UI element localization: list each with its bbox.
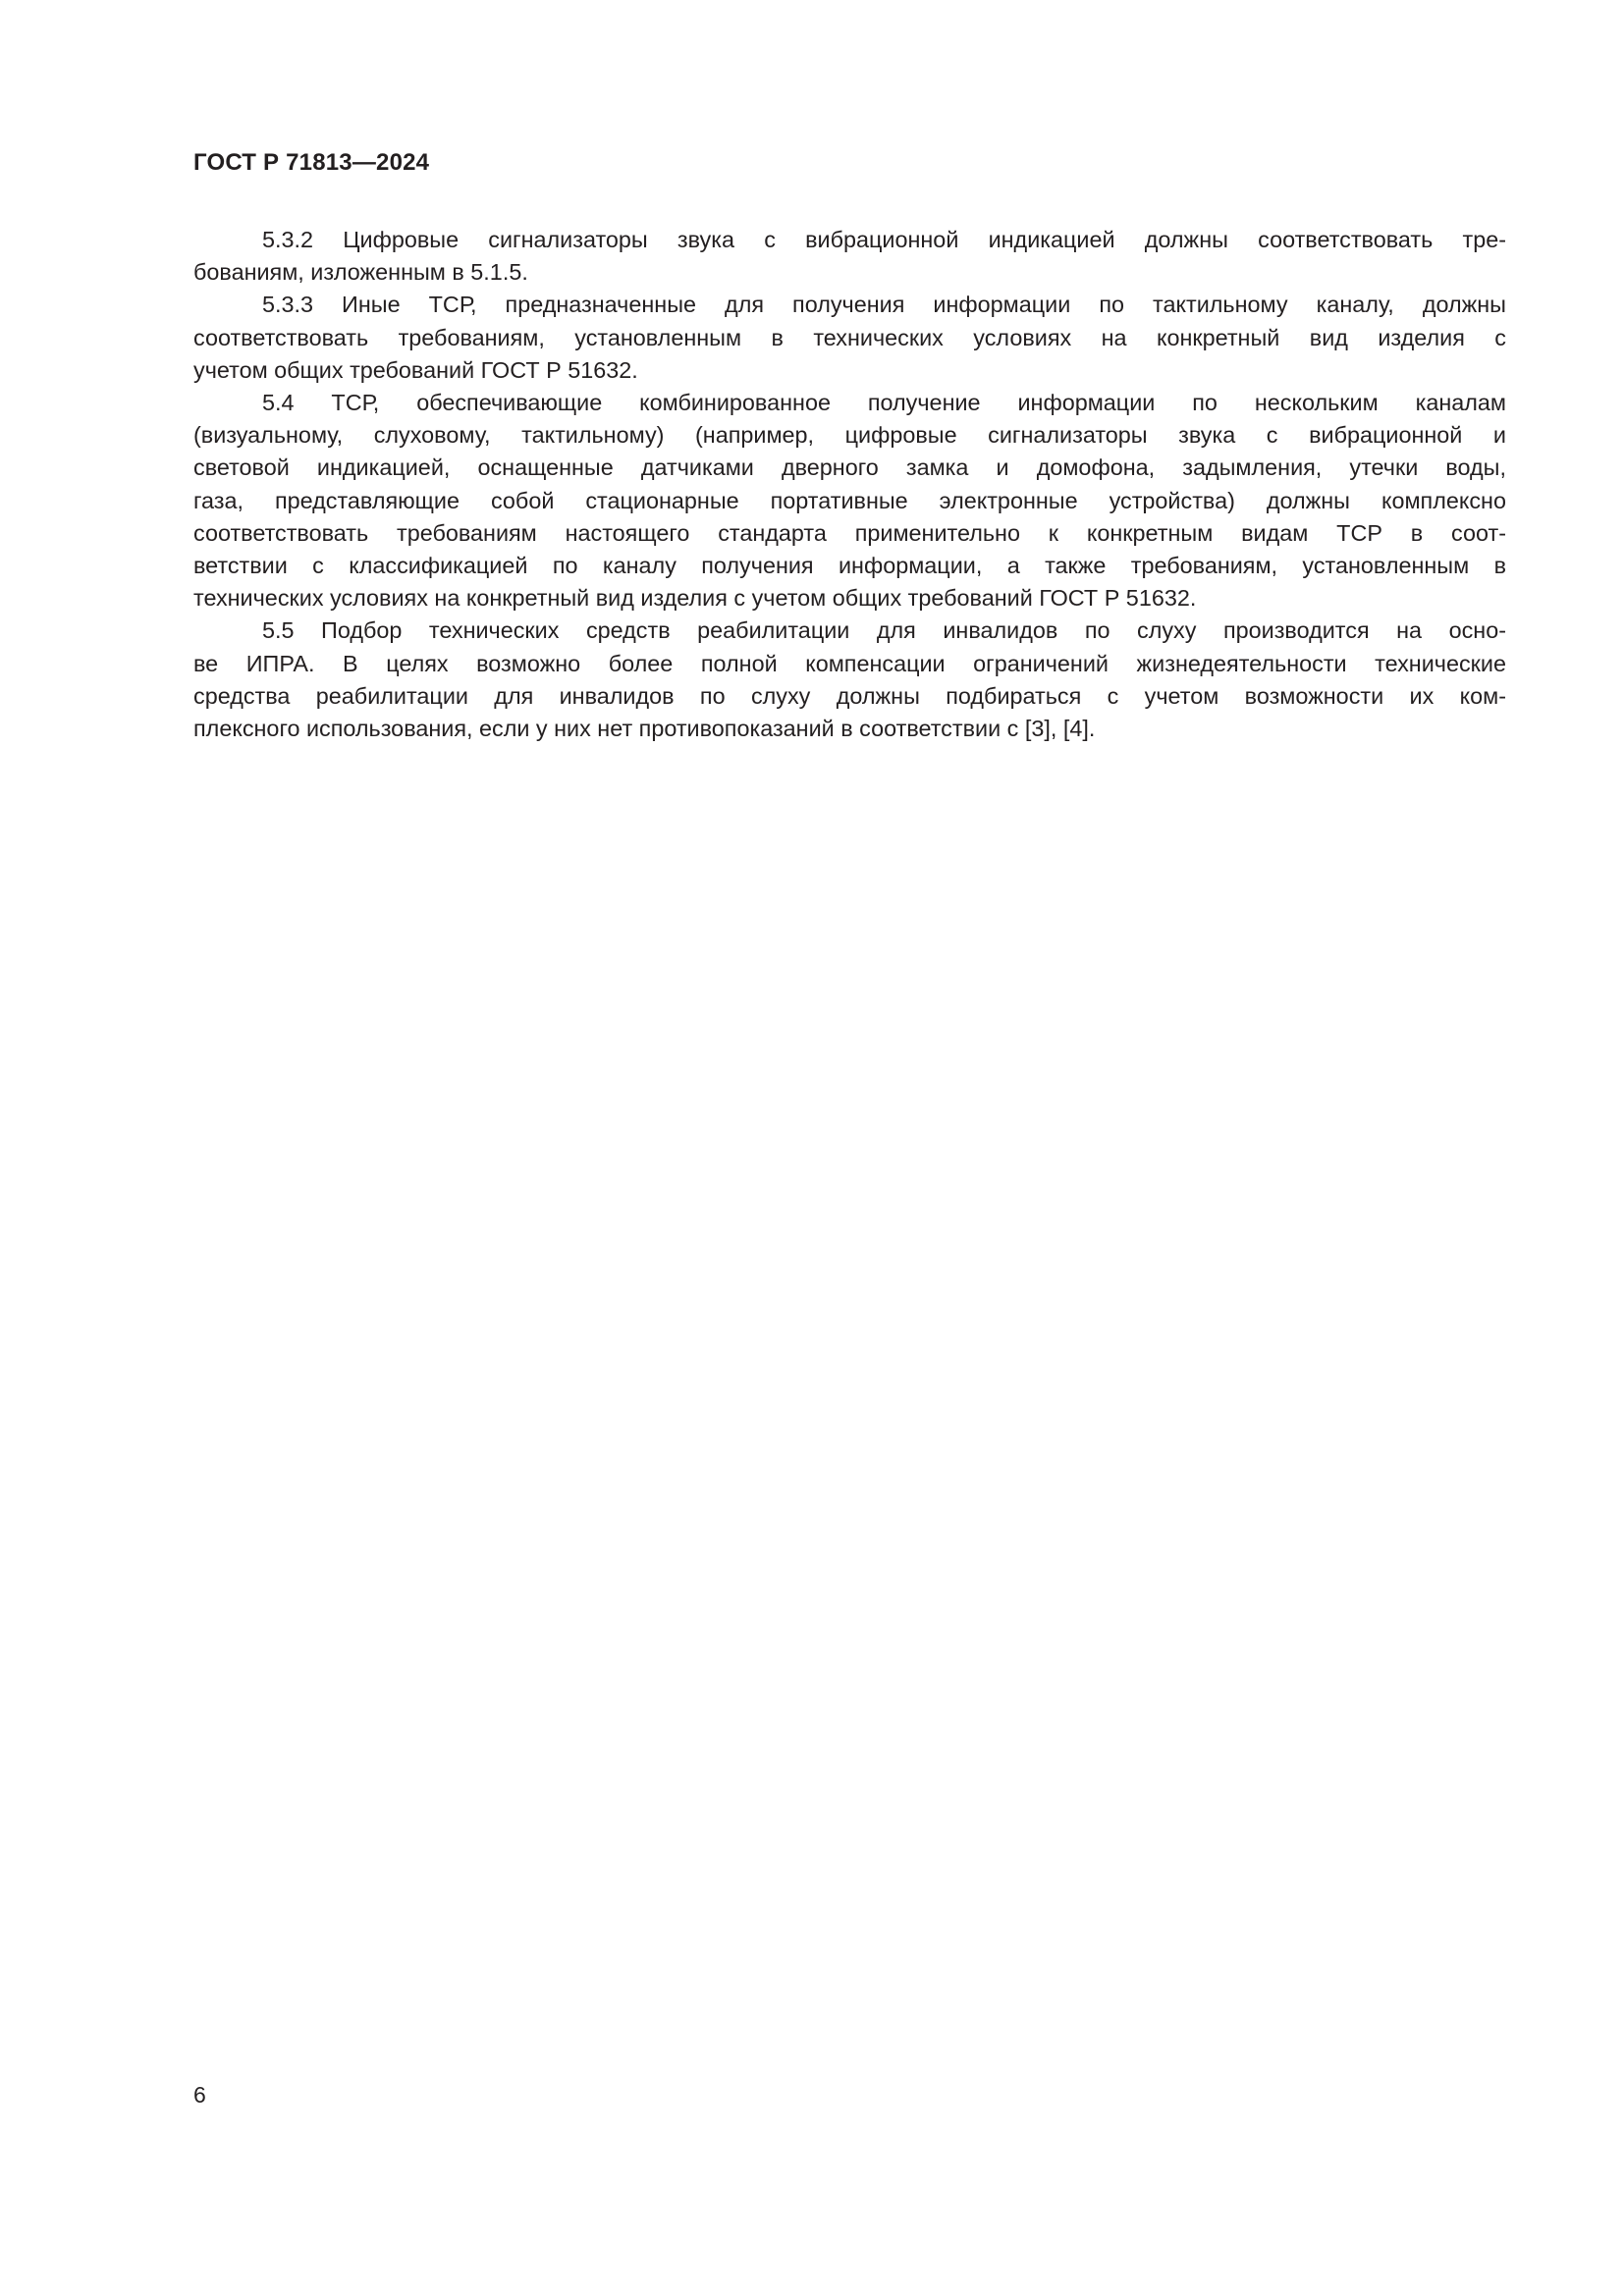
clause-5-4 [193, 387, 1506, 614]
text-line: плексного использования, если у них нет противопоказаний в соответствии с [3], [4]. [193, 716, 1096, 742]
text-line: соответствовать требованиям настоящего стандарта применительно к конкретным видам ТСР в соот- [193, 519, 1506, 546]
standard-header: ГОСТ Р 71813—2024 [193, 149, 430, 176]
text-line: средства реабилитации для инвалидов по слуху должны подбираться с учетом возможности их ком- [193, 682, 1506, 709]
clause-5-5 [193, 614, 1506, 745]
text-line: учетом общих требований ГОСТ Р 51632. [193, 356, 638, 383]
clause-5-3-2 [193, 224, 1506, 289]
text-line: бованиям, изложенным в 5.1.5. [193, 259, 528, 286]
text-line: 5.4 ТСР, обеспечивающие комбинированное получение информации по нескольким каналам [262, 390, 1506, 416]
page-number: 6 [193, 2082, 206, 2108]
text-line: технических условиях на конкретный вид изделия с учетом общих требований ГОСТ Р 51632. [193, 585, 1197, 612]
text-line: газа, представляющие собой стационарные портативные электронные устройства) должны комплексно [193, 487, 1506, 513]
clause-5-3-3 [193, 289, 1506, 387]
text-line: ве ИПРА. В целях возможно более полной компенсации ограничений жизнедеятельности технические [193, 650, 1506, 676]
text-line: 5.5 Подбор технических средств реабилитации для инвалидов по слуху производится на осно- [262, 617, 1506, 644]
text-line: ветствии с классификацией по каналу получения информации, а также требованиям, установленным в [193, 553, 1506, 579]
text-line: 5.3.2 Цифровые сигнализаторы звука с вибрационной индикацией должны соответствовать тре- [262, 227, 1506, 252]
text-line: 5.3.3 Иные ТСР, предназначенные для получения информации по тактильному каналу, должны [262, 292, 1506, 318]
text-line: (визуальному, слуховому, тактильному) (например, цифровые сигнализаторы звука с вибрационной и [193, 422, 1506, 449]
document-body [193, 224, 1506, 745]
text-line: световой индикацией, оснащенные датчиками дверного замка и домофона, задымления, утечки воды, [193, 454, 1506, 481]
text-line: соответствовать требованиям, установленным в технических условиях на конкретный вид изделия с [193, 324, 1506, 350]
